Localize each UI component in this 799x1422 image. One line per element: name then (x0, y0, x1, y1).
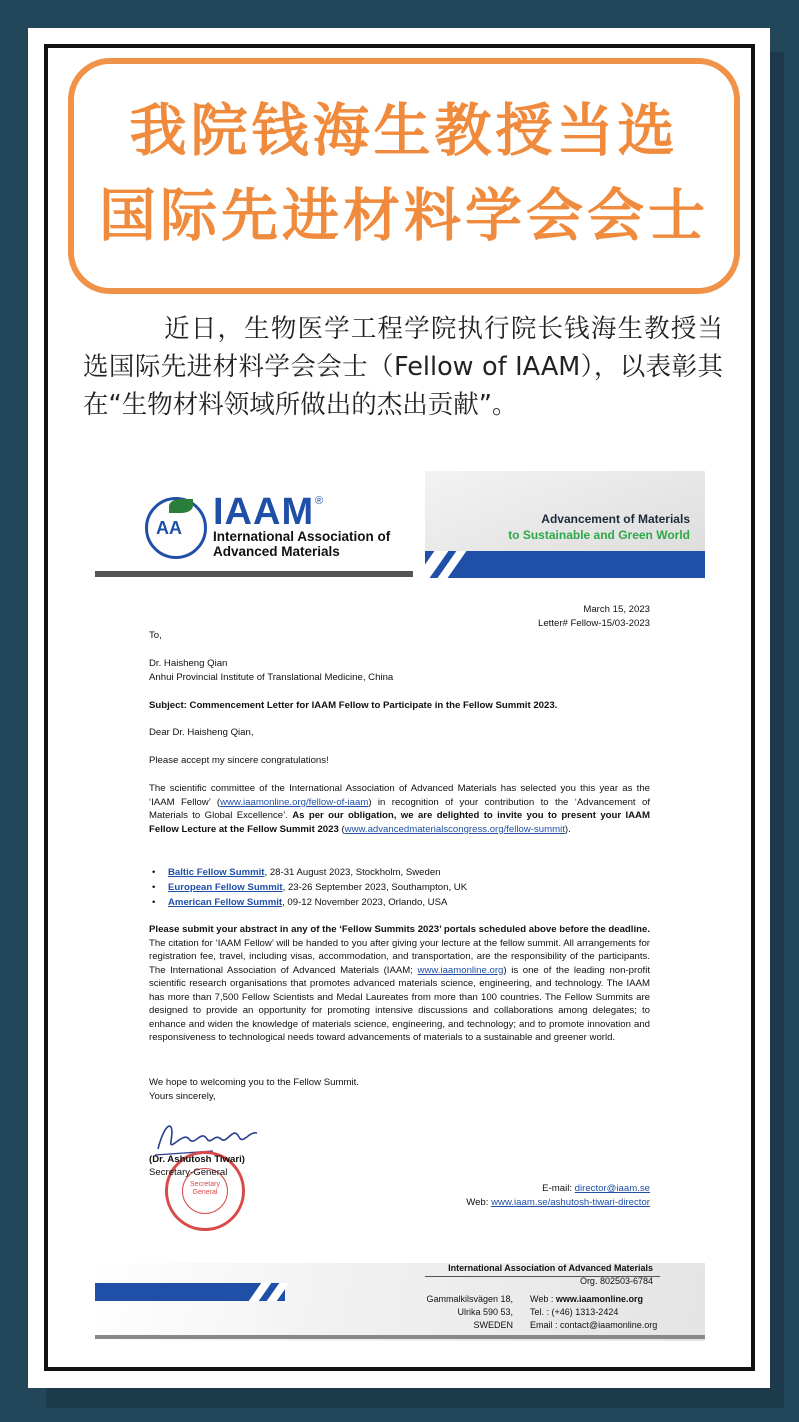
letter-date: March 15, 2023 (583, 604, 650, 615)
recipient-name: Dr. Haisheng Qian (149, 658, 228, 669)
slogan-line-1: Advancement of Materials (541, 512, 690, 526)
summit-link[interactable]: www.advancedmaterialscongress.org/fellow-summit (344, 823, 565, 835)
european-summit-link[interactable]: European Fellow Summit (168, 882, 283, 893)
footer-org: International Association of Advanced Materials (448, 1263, 653, 1273)
paragraph-2: Please submit your abstract in any of the ‘Fellow Summits 2023’ portals scheduled above before the deadline. The citation for ‘IAAM Fellow’ will be handed to you after giving your lecture at the fellow summit. All arrangements for registration fee, travel, including visas, accommodation, and transportation, are the responsibility of the participants. The International Association of Advanced Materials (IAAM; www.iaamonline.org) is one of the leading non-profit scientific research organisations that promotes advanced materials science, engineering, and technology. The IAAM has more than 7,500 Fellow Scientists and Medal Laureates from more than 100 countries. The Fellow Summits are designed to provide an opportunity for promoting intensive discussions and collaborations among delegates; to enhance and widen the knowledge of materials science, engineering, and technology; and to promote innovation and responsiveness to technological needs toward advancements of materials to a sustainable and greener world. (149, 924, 650, 1043)
footer-email: Email : contact@iaamonline.org (530, 1320, 658, 1330)
iaam-logo-text: IAAM (213, 491, 315, 533)
header-grey-bar (95, 571, 413, 577)
recipient-org: Anhui Provincial Institute of Translational Medicine, China (149, 672, 394, 683)
title-box (68, 58, 740, 294)
paragraph-1: The scientific committee of the International Association of Advanced Materials has selected you this year as the ‘IAAM Fellow’ (www.iaamonline.org/fellow-of-iaam) in recognition of your contribution to the ‘Advancement of Materials to Global Excellence’. As per our obligation, we are delighted to invite you to present your IAAM Fellow Lecture at the Fellow Summit 2023 (www.advancedmaterialscongress.org/fellow-summit). (149, 783, 650, 835)
american-summit-link[interactable]: American Fellow Summit (168, 897, 283, 908)
registered-mark: ® (315, 495, 324, 507)
fellow-link[interactable]: www.iaamonline.org/fellow-of-iaam (220, 796, 369, 808)
signer-title: Secretary-General (149, 1167, 228, 1178)
web-link[interactable]: www.iaam.se/ashutosh-tiwari-director (491, 1197, 650, 1208)
signer-name: (Dr. Ashutosh Tiwari) (149, 1154, 245, 1165)
official-seal: Secretary General (165, 1151, 245, 1231)
slogan-line-2: to Sustainable and Green World (508, 528, 690, 542)
footer-address-3: SWEDEN (473, 1320, 513, 1330)
list-item: • American Fellow Summit, 09-12 November 2023, Orlando, USA (150, 895, 467, 910)
footer-tel: Tel. : (+46) 1313-2424 (530, 1307, 619, 1317)
letter-number: Letter# Fellow-15/03-2023 (538, 618, 650, 629)
leaf-icon (169, 499, 193, 513)
footer-web: Web : www.iaamonline.org (530, 1294, 644, 1304)
closing-line-2: Yours sincerely, (149, 1091, 216, 1102)
summit-list (150, 865, 467, 910)
footer-address-2: Ulrika 590 53, (457, 1307, 513, 1317)
intro-text: 近日，生物医学工程学院执行院长钱海生教授当选国际先进材料学会会士（Fellow of IAAM），以表彰其在“生物材料领域所做出的杰出贡献”。 (83, 314, 723, 420)
baltic-summit-link[interactable]: Baltic Fellow Summit (168, 867, 265, 878)
footer-address-1: Gammalkilsvägen 18, (426, 1294, 513, 1304)
footer-org-number: Org. 802503-6784 (579, 1276, 653, 1286)
contact-web: Web: www.iaam.se/ashutosh-tiwari-director (466, 1197, 650, 1208)
intro-paragraph (83, 310, 723, 424)
iaam-logo-icon: AA (145, 497, 207, 559)
email-link[interactable]: director@iaam.se (574, 1183, 650, 1194)
salutation: Dear Dr. Haisheng Qian, (149, 727, 254, 738)
org-name: International Association of Advanced Materials (213, 529, 391, 559)
list-item: • Baltic Fellow Summit, 28-31 August 2023, Stockholm, Sweden (150, 865, 467, 880)
letter-subject: Subject: Commencement Letter for IAAM Fellow to Participate in the Fellow Summit 2023. (149, 700, 558, 711)
letter-to: To, (149, 630, 162, 641)
congratulations: Please accept my sincere congratulations! (149, 755, 329, 766)
header-blue-bar (425, 551, 705, 578)
title-line-2: 国际先进材料学会会士 (99, 183, 709, 249)
fellow-letter-image (95, 471, 705, 1341)
closing-line-1: We hope to welcoming you to the Fellow Summit. (149, 1077, 359, 1088)
contact-email: E-mail: director@iaam.se (542, 1183, 650, 1194)
footer-grey-bar (95, 1335, 705, 1339)
list-item: • European Fellow Summit, 23-26 September 2023, Southampton, UK (150, 880, 467, 895)
iaam-link[interactable]: www.iaamonline.org (417, 964, 504, 976)
title-line-1: 我院钱海生教授当选 (129, 98, 679, 164)
